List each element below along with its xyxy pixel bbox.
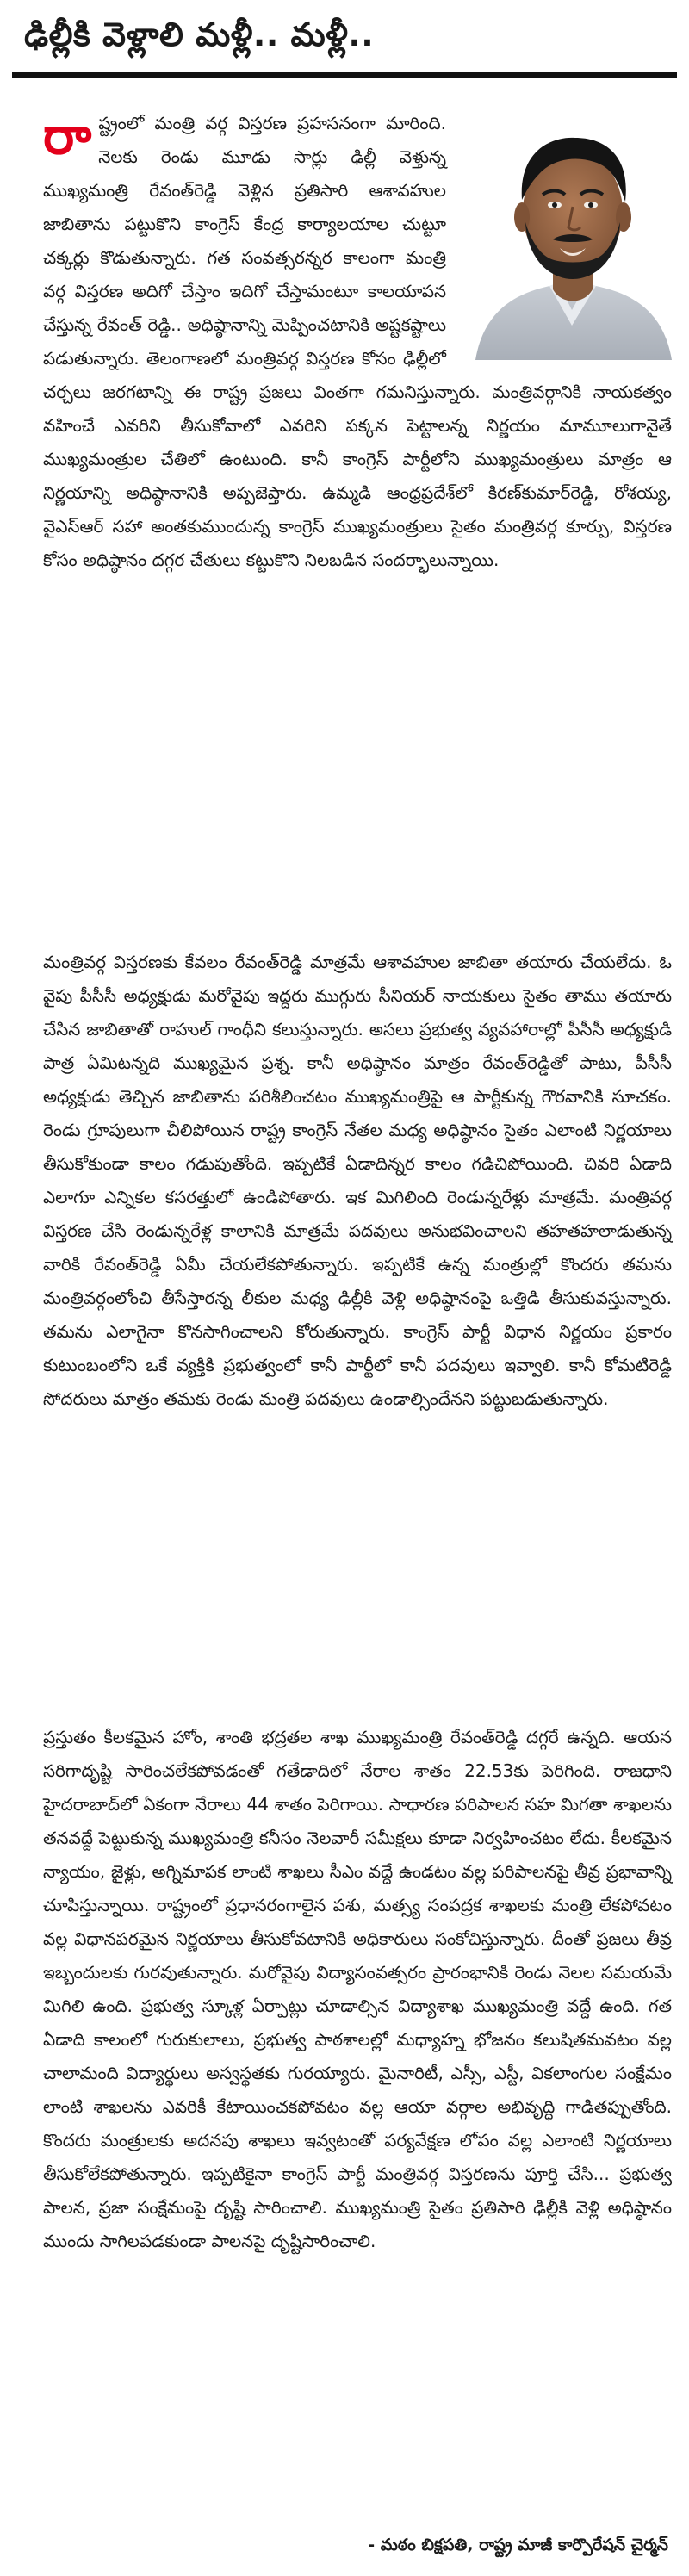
author-byline: - మఠం బిక్షపతి, రాష్ట్ర మాజీ కార్పొరేషన్ చైర్మన్	[368, 2536, 668, 2554]
article-paragraph-1	[43, 107, 672, 577]
article-paragraph-2: మంత్రివర్గ విస్తరణకు కేవలం రేవంత్‌రెడ్డి మాత్రమే ఆశావహుల జాబితా తయారు చేయలేదు. ఓ వైపు పీసీసీ అధ్యక్షుడు మరోవైపు ఇద్దరు ముగ్గురు సీనియర్ నాయకులు సైతం తాము తయారు చేసిన జాబితాతో రాహుల్ గాంధీని కలుస్తున్నారు. అసలు ప్రభుత్వ వ్యవహారాల్లో పీసీసీ అధ్యక్షుడి పాత్ర ఏమిటన్నది ముఖ్యమైన ప్రశ్న. కానీ అధిష్ఠానం మాత్రం రేవంత్‌రెడ్డితో పాటు, పీసీసీ అధ్యక్షుడు తెచ్చిన జాబితాను పరిశీలించటం ముఖ్యమంత్రిపై ఆ పార్టీకున్న గౌరవానికి సూచకం. రెండు గ్రూపులుగా చీలిపోయిన రాష్ట్ర కాంగ్రెస్ నేతల మధ్య అధిష్ఠానం సైతం ఎలాంటి నిర్ణయాలు తీసుకోకుండా కాలం గడుపుతోంది. ఇప్పటికే ఏడాదిన్నర కాలం గడిచిపోయింది. చివరి ఏడాది ఎలాగూ ఎన్నికల కసరత్తులో ఉండిపోతారు. ఇక మిగిలింది రెండున్నరేళ్లు మాత్రమే. మంత్రివర్గ విస్తరణ చేసి రెండున్నరేళ్ల కాలానికి మాత్రమే పదవులు అనుభవించాలని తహతహలాడుతున్న వారికి రేవంత్‌రెడ్డి ఏమీ చేయలేకపోతున్నారు. ఇప్పటికే ఉన్న మంత్రుల్లో కొందరు తమను మంత్రివర్గంలోంచి తీసేస్తారన్న లీకుల మధ్య ఢిల్లీకి వెళ్లి అధిష్ఠానంపై ఒత్తిడి తీసుకువస్తున్నారు. తమను ఎలాగైనా కొనసాగించాలని కోరుతున్నారు. కాంగ్రెస్ పార్టీ విధాన నిర్ణయం ప్రకారం కుటుంబంలోని ఒకే వ్యక్తికి ప్రభుత్వంలో కానీ పార్టీలో కానీ పదవులు ఇవ్వాలి. కానీ కోమటిరెడ్డి సోదరులు మాత్రం తమకు రెండు మంత్రి పదవులు ఉండాల్సిందేనని పట్టుబడుతున్నారు.	[43, 952, 672, 1409]
article-headline: ఢిల్లీకి వెళ్లాలి మళ్లీ.. మళ్లీ..	[24, 16, 375, 53]
photo-wrap-spacer	[446, 107, 672, 348]
paragraph-1-text: ష్ట్రంలో మంత్రి వర్గ విస్తరణ ప్రహసనంగా మారింది. నెలకు రెండు మూడు సార్లు ఢిల్లీ వెళ్తున్న ముఖ్యమంత్రి రేవంత్‌రెడ్డి వెళ్లిన ప్రతిసారి ఆశావహుల జాబితాను పట్టుకొని కాంగ్రెస్ కేంద్ర కార్యాలయాల చుట్టూ చక్కర్లు కొడుతున్నారు. గత సంవత్సరన్నర కాలంగా మంత్రి వర్గ విస్తరణ అదిగో చేస్తాం ఇదిగో చేస్తామంటూ కాలయాపన చేస్తున్న రేవంత్ రెడ్డి.. అధిష్ఠానాన్ని మెప్పించటానికి అష్టకష్టాలు పడుతున్నారు. తెలంగాణలో మంత్రివర్గ విస్తరణ కోసం ఢిల్లీలో చర్చలు జరగటాన్ని ఈ రాష్ట్ర ప్రజలు వింతగా గమనిస్తున్నారు. మంత్రివర్గానికి నాయకత్వం వహించే ఎవరిని తీసుకోవాలో ఎవరిని పక్కన పెట్టాలన్న నిర్ణయం మామూలుగానైతే ముఖ్యమంత్రుల చేతిలో ఉంటుంది. కానీ కాంగ్రెస్ పార్టీలోని ముఖ్యమంత్రులు మాత్రం ఆ నిర్ణయాన్ని అధిష్ఠానానికి అప్పజెప్తారు. ఉమ్మడి ఆంధ్రప్రదేశ్‌లో కిరణ్‌కుమార్‌రెడ్డి, రోశయ్య, వైఎస్ఆర్ సహా అంతకుముందున్న కాంగ్రెస్ ముఖ్యమంత్రులు సైతం మంత్రివర్గ కూర్పు, విస్తరణ కోసం అధిష్ఠానం దగ్గర చేతులు కట్టుకొని నిలబడిన సందర్భాలున్నాయి.	[43, 113, 672, 570]
drop-cap-letter: రా	[43, 106, 92, 166]
article-paragraph-3: ప్రస్తుతం కీలకమైన హోం, శాంతి భద్రతల శాఖ ముఖ్యమంత్రి రేవంత్‌రెడ్డి దగ్గరే ఉన్నది. ఆయన సరిగాదృష్టి సారించలేకపోవడంతో గతేడాదిలో నేరాల శాతం 22.53కు పెరిగింది. రాజధాని హైదరాబాద్‌లో ఏకంగా నేరాలు 44 శాతం పెరిగాయి. సాధారణ పరిపాలన సహ మిగతా శాఖలను తనవద్దే పెట్టుకున్న ముఖ్యమంత్రి కనీసం నెలవారీ సమీక్షలు కూడా నిర్వహించటం లేదు. కీలకమైన న్యాయం, జైళ్లు, అగ్నిమాపక లాంటి శాఖలు సీఎం వద్దే ఉండటం వల్ల పరిపాలనపై తీవ్ర ప్రభావాన్ని చూపిస్తున్నాయి. రాష్ట్రంలో ప్రధానరంగాలైన పశు, మత్స్య సంపద్రక శాఖలకు మంత్రి లేకపోవటం వల్ల విధానపరమైన నిర్ణయాలు తీసుకోవటానికి అధికారులు సంకోచిస్తున్నారు. దీంతో ప్రజలు తీవ్ర ఇబ్బందులకు గురవుతున్నారు. మరోవైపు విద్యాసంవత్సరం ప్రారంభానికి రెండు నెలల సమయమే మిగిలి ఉంది. ప్రభుత్వ స్కూళ్ల ఏర్పాట్లు చూడాల్సిన విద్యాశాఖ ముఖ్యమంత్రి వద్దే ఉంది. గత ఏడాది కాలంలో గురుకులాలు, ప్రభుత్వ పాఠశాలల్లో మధ్యాహ్న భోజనం కలుషితమవటం వల్ల చాలామంది విద్యార్థులు అస్వస్థతకు గురయ్యారు. మైనారిటీ, ఎస్సీ, ఎస్టీ, వికలాంగుల సంక్షేమం లాంటి శాఖలను ఎవరికీ కేటాయించకపోవటం వల్ల ఆయా వర్గాల అభివృద్ధి గాడితప్పుతోంది. కొందరు మంత్రులకు అదనపు శాఖలు ఇవ్వటంతో పర్యవేక్షణ లోపం వల్ల ఎలాంటి నిర్ణయాలు తీసుకోలేకపోతున్నారు. ఇప్పటికైనా కాంగ్రెస్ పార్టీ మంత్రివర్గ విస్తరణను పూర్తి చేసి... ప్రభుత్వ పాలన, ప్రజా సంక్షేమంపై దృష్టి సారించాలి. ముఖ్యమంత్రి సైతం ప్రతిసారి ఢిల్లీకి వెళ్లి అధిష్ఠానం ముందు సాగిలపడకుండా పాలనపై దృష్టిసారించాలి.	[43, 1727, 672, 2251]
headline-underline-rule	[12, 72, 677, 78]
